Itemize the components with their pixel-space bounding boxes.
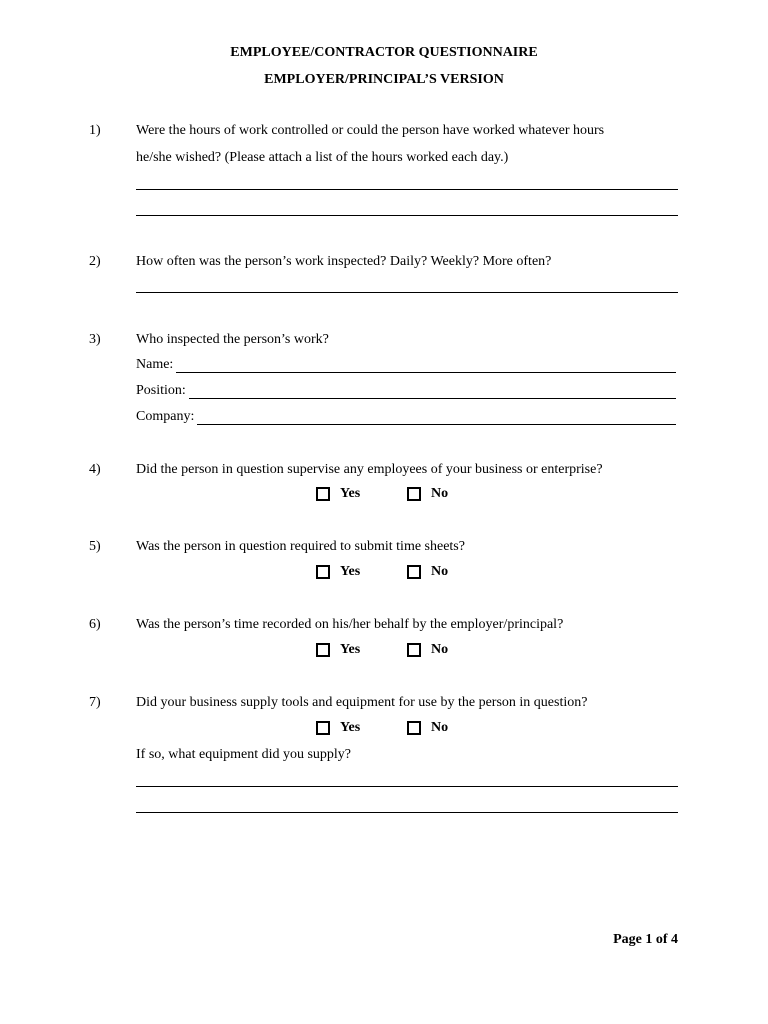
- no-label: No: [431, 642, 449, 657]
- document-subtitle: EMPLOYER/PRINCIPAL’S VERSION: [264, 72, 504, 87]
- question-4-text: Did the person in question supervise any employees of your business or enterprise?: [136, 462, 603, 477]
- question-7-number: 7): [89, 695, 101, 710]
- no-label: No: [431, 564, 449, 579]
- question-1-answer-line-1[interactable]: [136, 189, 678, 190]
- question-1-number: 1): [89, 123, 101, 138]
- yes-label: Yes: [340, 564, 361, 579]
- yes-label: Yes: [340, 486, 361, 501]
- question-5-number: 5): [89, 539, 101, 554]
- company-field[interactable]: [136, 409, 676, 425]
- checkbox-icon[interactable]: [316, 643, 330, 657]
- no-label: No: [431, 486, 449, 501]
- position-field[interactable]: [136, 383, 676, 399]
- company-input-line[interactable]: [197, 413, 676, 425]
- question-5-no-option[interactable]: [407, 564, 448, 580]
- question-1-text-line-1: Were the hours of work controlled or could the person have worked whatever hours: [136, 123, 605, 138]
- checkbox-icon[interactable]: [407, 643, 421, 657]
- question-1-answer-line-2[interactable]: [136, 215, 678, 216]
- name-input-line[interactable]: [176, 361, 676, 373]
- name-field[interactable]: [136, 357, 676, 373]
- question-2-text: How often was the person’s work inspected? Daily? Weekly? More often?: [136, 254, 552, 269]
- name-label: Name:: [136, 357, 174, 372]
- question-7-text: Did your business supply tools and equipment for use by the person in question?: [136, 695, 588, 710]
- no-label: No: [431, 720, 449, 735]
- question-2-number: 2): [89, 254, 101, 269]
- yes-label: Yes: [340, 642, 361, 657]
- question-1-text-line-2: he/she wished? (Please attach a list of the hours worked each day.): [136, 150, 509, 165]
- question-7-yes-option[interactable]: [316, 720, 360, 736]
- company-label: Company:: [136, 409, 195, 424]
- question-7-no-option[interactable]: [407, 720, 448, 736]
- yes-label: Yes: [340, 720, 361, 735]
- question-2-answer-line[interactable]: [136, 292, 678, 293]
- checkbox-icon[interactable]: [407, 487, 421, 501]
- checkbox-icon[interactable]: [316, 565, 330, 579]
- question-4-number: 4): [89, 462, 101, 477]
- question-6-yes-option[interactable]: [316, 642, 360, 658]
- question-6-no-option[interactable]: [407, 642, 448, 658]
- position-label: Position:: [136, 383, 186, 398]
- question-6-text: Was the person’s time recorded on his/her behalf by the employer/principal?: [136, 617, 564, 632]
- question-7-answer-line-2[interactable]: [136, 812, 678, 813]
- question-3-number: 3): [89, 332, 101, 347]
- position-input-line[interactable]: [189, 387, 676, 399]
- question-7-followup: If so, what equipment did you supply?: [136, 747, 352, 762]
- question-4-no-option[interactable]: [407, 486, 448, 502]
- question-7-answer-line-1[interactable]: [136, 786, 678, 787]
- checkbox-icon[interactable]: [316, 721, 330, 735]
- page-number: Page 1 of 4: [613, 932, 678, 947]
- checkbox-icon[interactable]: [407, 721, 421, 735]
- question-4-yes-option[interactable]: [316, 486, 360, 502]
- document-title: EMPLOYEE/CONTRACTOR QUESTIONNAIRE: [230, 45, 538, 60]
- question-5-text: Was the person in question required to submit time sheets?: [136, 539, 465, 554]
- question-5-yes-option[interactable]: [316, 564, 360, 580]
- checkbox-icon[interactable]: [407, 565, 421, 579]
- question-6-number: 6): [89, 617, 101, 632]
- checkbox-icon[interactable]: [316, 487, 330, 501]
- question-3-text: Who inspected the person’s work?: [136, 332, 329, 347]
